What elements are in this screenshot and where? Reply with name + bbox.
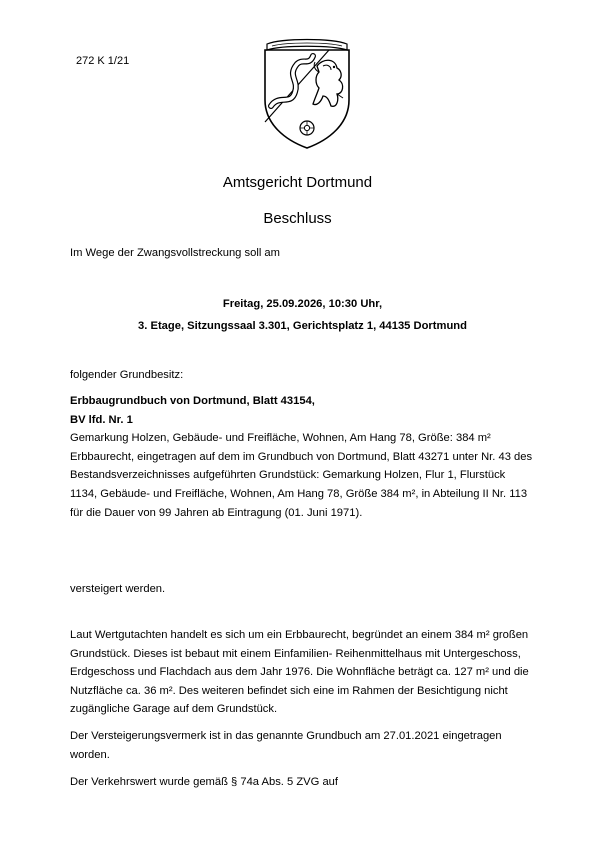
case-number: 272 K 1/21 <box>76 55 130 67</box>
court-name: Amtsgericht Dortmund <box>222 174 373 191</box>
valuation-report-text: Laut Wertgutachten handelt es sich um ein Erbbaurecht, begründet an einem 384 m² großen Grundstück. Dieses ist bebaut mit einem Einfamilien- Reihenmittelhaus mit Untergeschoss, Erdgeschoss und Flachdach aus dem Jahr 1976. Die Wohnfläche beträgt ca. 127 m² und die Nutzfläche ca. 36 m². Des weiteren befindet sich eine im Rahmen der Besichtigung nicht zugängliche Garage auf dem Grundstück. <box>70 629 529 716</box>
intro-text: Im Wege der Zwangsvollstreckung soll am <box>70 247 280 259</box>
property-label: folgender Grundbesitz: <box>70 369 184 381</box>
property-description <box>70 392 535 522</box>
auction-date-block <box>70 293 535 337</box>
parcel-description: Gemarkung Holzen, Gebäude- und Freifläche, Wohnen, Am Hang 78, Größe: 384 m² <box>70 432 491 445</box>
market-value-text: Der Verkehrswert wurde gemäß § 74a Abs. 5 ZVG auf <box>70 776 339 788</box>
auction-statement: versteigert werden. <box>70 583 166 595</box>
nrw-coat-of-arms-icon <box>257 36 357 152</box>
leasehold-description: Erbbaurecht, eingetragen auf dem im Grundbuch von Dortmund, Blatt 43271 unter Nr. 43 des Bestandsverzeichnisses aufgeführten Grundstück: Gemarkung Holzen, Flur 1, Flurstück 1134, Gebäude- und Freifläche, Wohnen, Am Hang 78, Größe 384 m², in Abteilung II Nr. 113 für die Dauer von 99 Jahren ab Eintragung (01. Juni 1971). <box>70 450 533 519</box>
document-title: Beschluss <box>263 210 332 227</box>
inventory-number: BV lfd. Nr. 1 <box>70 413 133 426</box>
land-register-entry: Erbbaugrundbuch von Dortmund, Blatt 43154, <box>70 395 315 407</box>
auction-location: 3. Etage, Sitzungssaal 3.301, Gerichtsplatz 1, 44135 Dortmund <box>138 320 467 332</box>
auction-date: Freitag, 25.09.2026, 10:30 Uhr, <box>222 298 383 310</box>
auction-note-text: Der Versteigerungsvermerk ist in das genannte Grundbuch am 27.01.2021 eingetragen worden. <box>70 730 502 761</box>
